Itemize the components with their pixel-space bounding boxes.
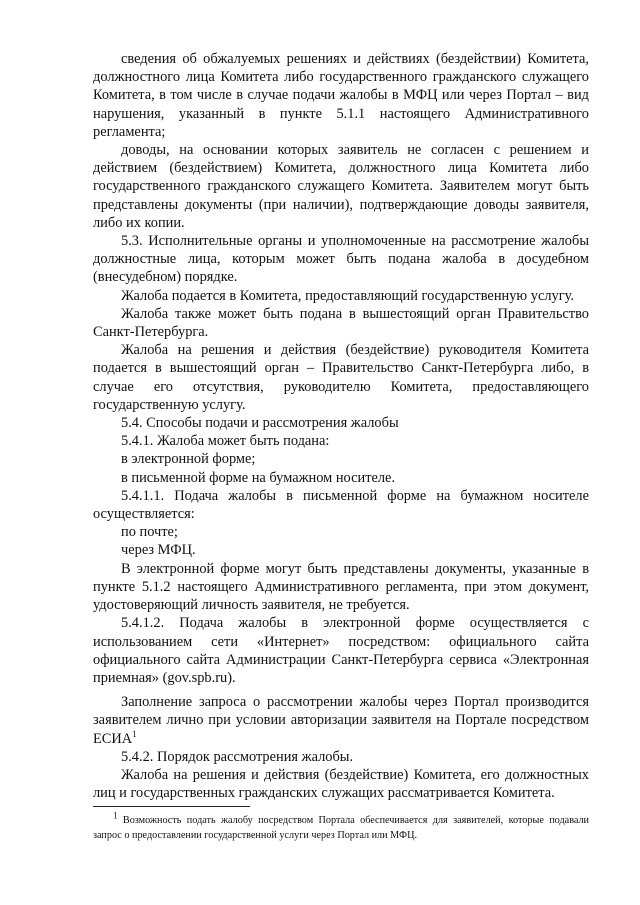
paragraph-higher-authority: Жалоба также может быть подана в вышестоящий орган Правительство Санкт-Петербурга. [93, 305, 589, 341]
paragraph-review: Жалоба на решения и действия (бездействие) Комитета, его должностных лиц и государственных гражданских служащих рассматривается Комитета. [93, 766, 589, 802]
paragraph-complaint-filed: Жалоба подается в Комитета, предоставляющий государственную услугу. [121, 287, 574, 304]
paragraph-section-5-4: 5.4. Способы подачи и рассмотрения жалобы [121, 415, 399, 432]
paragraph-arguments: доводы, на основании которых заявитель не согласен с решением и действием (бездействием) Комитета, должностного лица Комитета либо государственного гражданского служащего Комитета. Заявителем могут быть представлены документы (при наличии), подтверждающие доводы заявителя, либо их копии. [93, 142, 589, 231]
paragraph-section-5-4-2: 5.4.2. Порядок рассмотрения жалобы. [121, 748, 354, 765]
footnote-mark: 1 [113, 810, 118, 821]
paragraph-complaint-details: сведения об обжалуемых решениях и действиях (бездействии) Комитета, должностного лица Комитета либо государственного гражданского служащего Комитета, в том числе в случае подачи жалобы в МФЦ или через Портал – вид нарушения, указанный в пункте 5.1.1 настоящего Административного регламента; [93, 51, 589, 140]
list-item-electronic: в электронной форме; [121, 451, 256, 468]
footnote [93, 810, 590, 843]
list-item-paper: в письменной форме на бумажном носителе. [121, 469, 396, 486]
paragraph-section-5-4-1-1: 5.4.1.1. Подача жалобы в письменной форме на бумажном носителе осуществляется: [93, 487, 589, 523]
footnote-reference[interactable]: 1 [132, 728, 137, 739]
footnote-text: Возможность подать жалобу посредством Портала обеспечивается для заявителей, которые подавали запрос о предоставлении государственной услуги через Портал или МФЦ. [93, 815, 590, 841]
portal-request-text: Заполнение запроса о рассмотрении жалобы через Портал производится заявителем лично при условии авторизации заявителя на Портале посредством ЕСИА [93, 694, 589, 747]
paragraph-section-5-3: 5.3. Исполнительные органы и уполномоченные на рассмотрение жалобы должностные лица, которым может быть подана жалоба в досудебном (внесудебном) порядке. [93, 233, 589, 286]
paragraph-electronic-documents: В электронной форме могут быть представлены документы, указанные в пункте 5.1.2 настоящего Административного регламента, при этом документ, удостоверяющий личность заявителя, не требуется. [93, 560, 589, 614]
paragraph-portal-request [93, 693, 589, 748]
paragraph-section-5-4-1: 5.4.1. Жалоба может быть подана: [121, 433, 330, 450]
document-body [93, 50, 589, 802]
footnote-divider [93, 806, 250, 807]
list-item-mfc: через МФЦ. [121, 542, 196, 559]
paragraph-section-5-4-1-2: 5.4.1.2. Подача жалобы в электронной форме осуществляется с использованием сети «Интернет» посредством: официального сайта официального сайта Администрации Санкт-Петербурга сервиса «Электронная приемная» (gov.spb.ru). [93, 615, 589, 686]
list-item-post: по почте; [121, 524, 178, 541]
paragraph-head-complaint: Жалоба на решения и действия (бездействие) руководителя Комитета подается в вышестоящий орган – Правительство Санкт-Петербурга либо, в случае его отсутствия, руководителю Комитета, предоставляющего государственную услугу. [93, 342, 589, 413]
